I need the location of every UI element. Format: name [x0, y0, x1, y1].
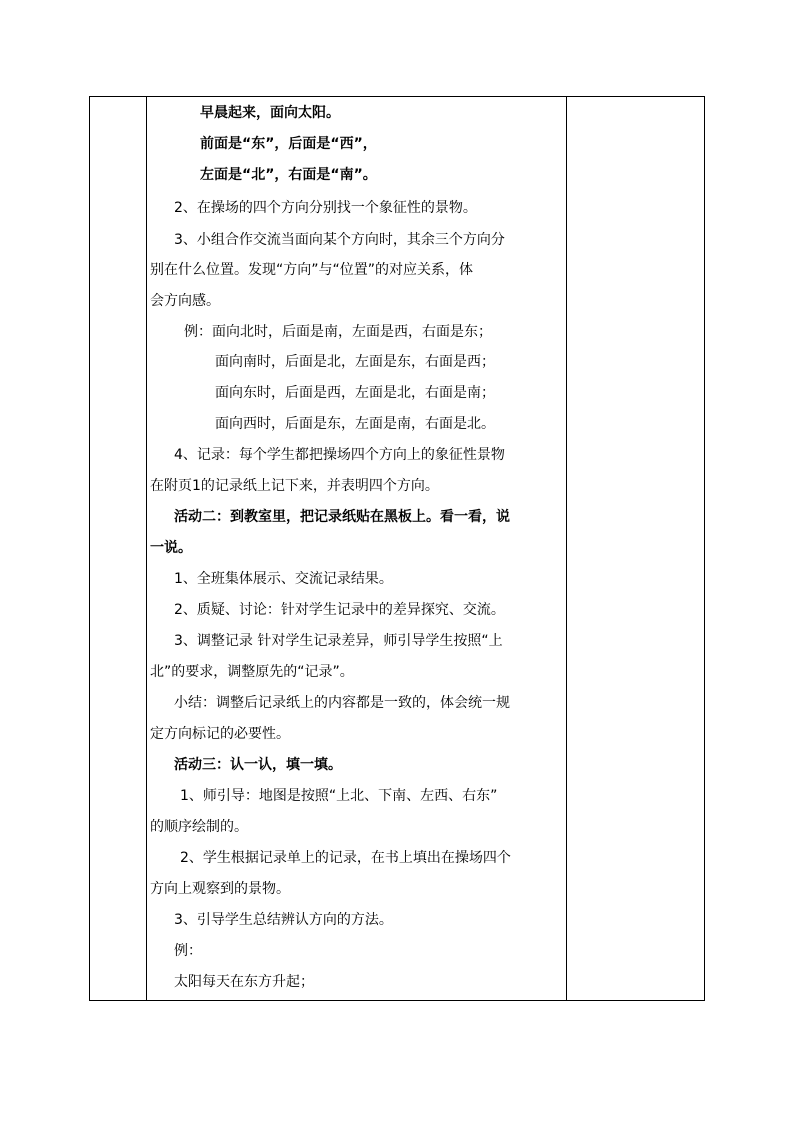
column-divider-right: [566, 97, 567, 1000]
text-line: 面向西时，后面是东，左面是南，右面是北。: [215, 416, 495, 432]
text-line: 小结：调整后记录纸上的内容都是一致的，体会统一规: [174, 695, 510, 711]
text-line: 太阳每天在东方升起；: [174, 974, 314, 990]
text-line: 3、引导学生总结辨认方向的方法。: [174, 912, 393, 928]
text-line: 例：: [174, 943, 202, 959]
text-line: 一说。: [150, 540, 192, 556]
text-line: 2、在操场的四个方向分别找一个象征性的景物。: [174, 200, 477, 216]
text-line: 3、调整记录 针对学生记录差异，师引导学生按照“上: [174, 633, 503, 649]
text-line: 1、师引导：地图是按照“上北、下南、左西、右东”: [180, 788, 498, 804]
lesson-table: [89, 96, 705, 1001]
text-line: 早晨起来，面向太阳。: [200, 105, 340, 121]
text-line: 别在什么位置。发现“方向”与“位置”的对应关系，体: [150, 262, 474, 278]
text-line: 定方向标记的必要性。: [150, 726, 290, 742]
text-line: 2、学生根据记录单上的记录，在书上填出在操场四个: [180, 850, 511, 866]
text-line: 前面是“东”，后面是“西”，: [200, 136, 377, 152]
text-line: 活动二：到教室里，把记录纸贴在黑板上。看一看，说: [174, 509, 510, 525]
text-line: 2、质疑、讨论：针对学生记录中的差异探究、交流。: [174, 602, 505, 618]
text-line: 会方向感。: [150, 293, 220, 309]
column-divider-left: [146, 97, 147, 1000]
text-line: 1、全班集体展示、交流记录结果。: [174, 571, 393, 587]
text-line: 方向上观察到的景物。: [150, 881, 290, 897]
text-line: 的顺序绘制的。: [150, 819, 248, 835]
text-line: 4、记录：每个学生都把操场四个方向上的象征性景物: [174, 447, 505, 463]
text-line: 在附页1的记录纸上记下来，并表明四个方向。: [150, 478, 439, 494]
text-line: 活动三：认一认，填一填。: [174, 757, 342, 773]
text-line: 例：面向北时，后面是南，左面是西，右面是东；: [184, 324, 492, 340]
text-line: 3、小组合作交流当面向某个方向时，其余三个方向分: [174, 232, 505, 248]
text-line: 北”的要求，调整原先的“记录”。: [150, 664, 354, 680]
text-line: 左面是“北”，右面是“南”。: [200, 167, 377, 183]
text-line: 面向东时，后面是西，左面是北，右面是南；: [215, 385, 495, 401]
text-line: 面向南时，后面是北，左面是东，右面是西；: [215, 354, 495, 370]
